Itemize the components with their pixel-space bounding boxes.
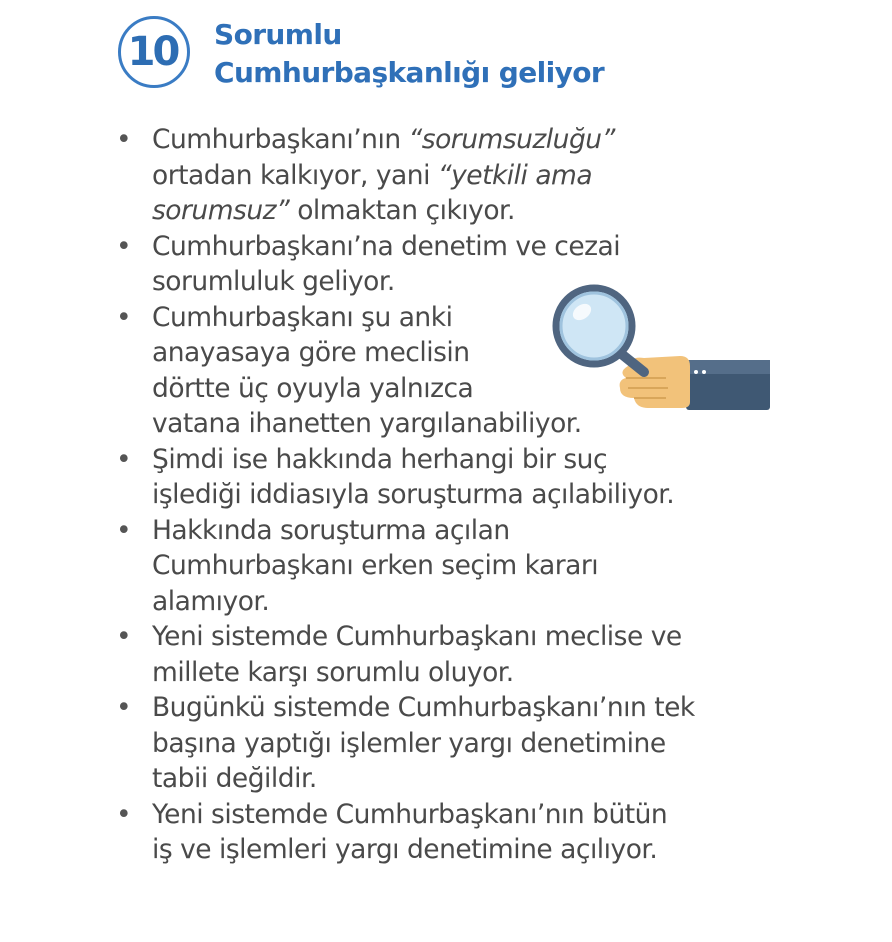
title-line-2: Cumhurbaşkanlığı geliyor [214,56,605,89]
cuff-button [702,370,706,374]
section-number: 10 [127,29,178,75]
list-item: • Cumhurbaşkanı’na denetim ve cezai sorumluluk geliyor. [0,229,695,300]
list-item: • Yeni sistemde Cumhurbaşkanı meclise ve millete karşı sorumlu oluyor. [0,619,695,690]
magnifying-glass-hand-icon [548,280,770,420]
list-item: • Şimdi ise hakkında herhangi bir suç işlediği iddiasıyla soruşturma açılabiliyor. [0,442,695,513]
list-item: • Cumhurbaşkanı şu anki anayasaya göre meclisin dörtte üç oyuyla yalnızca vatana ihanetten yargılanabiliyor. [0,300,695,442]
title-line-1: Sorumlu [214,18,342,51]
magnifier-lens [556,288,632,364]
list-item: • Bugünkü sistemde Cumhurbaşkanı’nın tek başına yaptığı işlemler yargı denetimine tabii değildir. [0,690,695,797]
sleeve-highlight [686,360,770,374]
cuff-button [694,370,698,374]
list-item: • Cumhurbaşkanı’nın “sorumsuzluğu” ortadan kalkıyor, yani “yetkili ama sorumsuz” olmaktan çıkıyor. [0,122,695,229]
section-title [214,16,604,92]
section-number-badge [118,16,190,88]
list-item: • Hakkında soruşturma açılan Cumhurbaşkanı erken seçim kararı alamıyor. [0,513,695,620]
list-item: • Yeni sistemde Cumhurbaşkanı’nın bütün iş ve işlemleri yargı denetimine açılıyor. [0,797,695,868]
bullet-list [0,122,695,868]
